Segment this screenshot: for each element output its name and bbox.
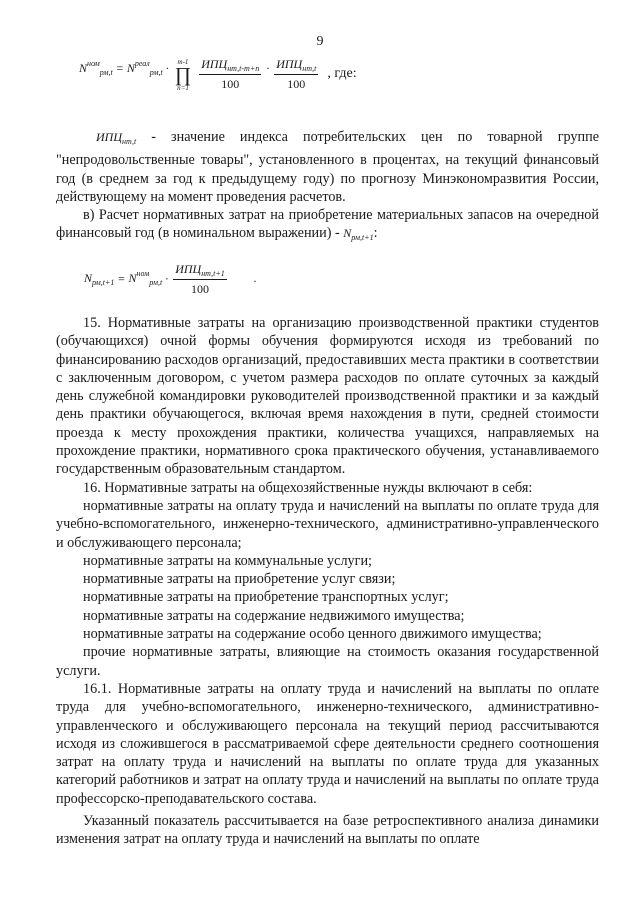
list-item: прочие нормативные затраты, влияющие на стоимость оказания государственной услуги. [56,644,599,679]
paragraph-16: 16. Нормативные затраты на общехозяйственные нужды включают в себя: [83,479,533,496]
item-v-paragraph: в) Расчет нормативных затрат на приобретение материальных запасов на очередной финансовый год (в номинальном выражении) - $N_{рм,t+1}$: [56,207,599,243]
fraction-cpi-next: $\frac{ИПЦ_{нт,t+1}}{100}$ [175,262,225,296]
main-body [56,314,599,849]
fraction-cpi-current: $\frac{ИПЦ_{нт,t}}{100}$ [276,57,317,91]
cpi-definition: $ИПЦ_{нт,t}$ - значение индекса потребительских цен по товарной группе "непродовольственные товары", установленного в процентах, на текущий финансовый год (в среднем за год к предыдущему году) по прогнозу Минэкономразвития России, действующему на момент проведения расчетов. [56,129,599,205]
list-item: нормативные затраты на приобретение транспортных услуг; [83,589,449,606]
paragraph-15: 15. Нормативные затраты на организацию производственной практики студентов (обучающихся) очной формы обучения формируются исходя из требований по финансированию расходов организаций, предоставивших места практики в соответствии с заключенным договором, с учетом размера расходов по оплате суточных за каждый день служебной командировки руководителей производственной практики и за каждый день практики обучающегося, включая время нахождения в пути, средней стоимости проезда к месту прохождения практики, количества учащихся, направляемых на прохождение практики, нормативного срока практического обучения, устанавливаемого государственным образовательным стандартом. [56,315,599,478]
list-item: нормативные затраты на содержание недвижимого имущества; [83,607,465,624]
fraction-cpi-history: $\frac{ИПЦ_{нт,t-m+n}}{100}$ [201,57,260,91]
page-number: 9 [316,34,324,49]
list-item: нормативные затраты на содержание особо ценного движимого имущества; [83,626,542,643]
formula-next-year-cost: $N_{рм,t+1} = N^{ном}_{рм,t}$ · $\frac{ИПЦ_{нт,t+1}}{100}$ . [84,262,257,296]
list-item: нормативные затраты на оплату труда и начислений на выплаты по оплате труда для учебно-вспомогательного, инженерно-технического, административно-управленческого и обслуживающего персонала; [56,497,599,551]
paragraph-16-1: 16.1. Нормативные затраты на оплату труда и начислений на выплаты по оплате труда для учебно-вспомогательного, инженерно-технического, административно-управленческого и обслуживающего персонала на текущий период рассчитываются исходя из сложившегося в рассматриваемой сфере деятельности среднего соотношения затрат на оплату труда и начислений на выплаты по оплате труда для указанных категорий работников и затрат на оплату труда и начислений на выплаты по оплате труда профессорско-преподавательского состава. [56,680,599,807]
product-operator: m-1 ∏ n=1 [174,57,192,92]
formula-nominal-cost: $N^{ном}_{рм,t} = N^{реал}_{рм,t}$ · m-1 ∏ n=1 $\frac{ИПЦ_{нт,t-m+n}}{100}$ · $\frac{ИПЦ_{нт,t}}{100}$ , где: [79,57,357,92]
paragraph-indicator: Указанный показатель рассчитывается на базе ретроспективного анализа динамики изменения затрат на оплату труда и начислений на выплаты по оплате [56,813,599,848]
list-item: нормативные затраты на приобретение услуг связи; [83,571,396,588]
list-item: нормативные затраты на коммунальные услуги; [83,552,372,569]
